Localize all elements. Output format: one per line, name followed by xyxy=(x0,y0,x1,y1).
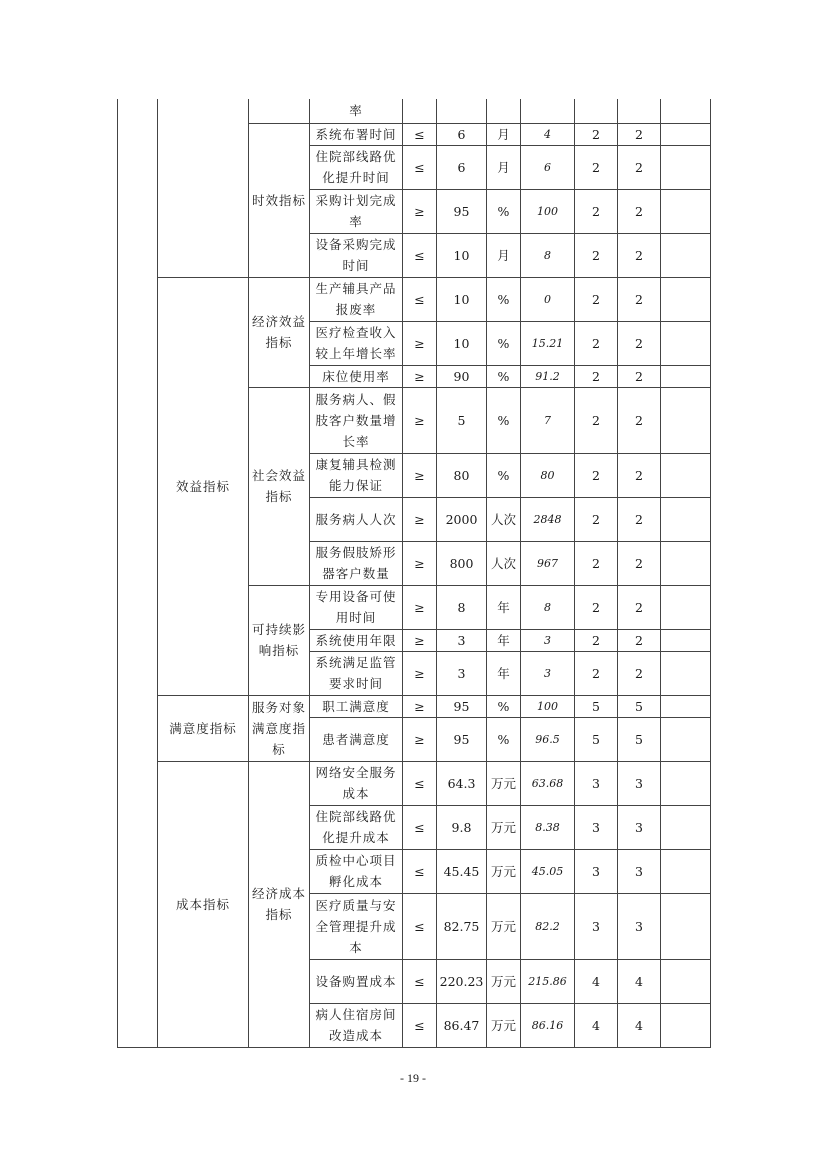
indicator-name: 质检中心项目孵化成本 xyxy=(310,849,403,893)
note-cell xyxy=(661,541,711,585)
weight-score xyxy=(575,99,618,123)
weight-score: 5 xyxy=(575,717,618,761)
weight-score: 2 xyxy=(575,189,618,233)
operator-cell: ≤ xyxy=(403,893,437,959)
actual-value: 100 xyxy=(521,189,575,233)
score-cell: 2 xyxy=(618,145,661,189)
actual-value: 2848 xyxy=(521,497,575,541)
unit-cell xyxy=(487,99,521,123)
weight-score: 3 xyxy=(575,761,618,805)
indicator-name: 住院部线路优化提升时间 xyxy=(310,145,403,189)
score-cell: 3 xyxy=(618,893,661,959)
target-value: 45.45 xyxy=(437,849,487,893)
actual-value: 6 xyxy=(521,145,575,189)
actual-value: 96.5 xyxy=(521,717,575,761)
operator-cell: ≤ xyxy=(403,233,437,277)
note-cell xyxy=(661,695,711,717)
operator-cell: ≥ xyxy=(403,189,437,233)
unit-cell: 万元 xyxy=(487,805,521,849)
target-value: 10 xyxy=(437,321,487,365)
actual-value: 3 xyxy=(521,651,575,695)
group-satisfaction: 满意度指标 xyxy=(158,695,249,761)
actual-value: 82.2 xyxy=(521,893,575,959)
operator-cell: ≥ xyxy=(403,497,437,541)
score-cell: 2 xyxy=(618,321,661,365)
operator-cell: ≤ xyxy=(403,849,437,893)
unit-cell: 年 xyxy=(487,585,521,629)
unit-cell: 年 xyxy=(487,651,521,695)
unit-cell: % xyxy=(487,453,521,497)
operator-cell: ≤ xyxy=(403,1003,437,1047)
weight-score: 3 xyxy=(575,849,618,893)
weight-score: 2 xyxy=(575,123,618,145)
weight-score: 2 xyxy=(575,629,618,651)
group-cost: 成本指标 xyxy=(158,761,249,1047)
target-value: 95 xyxy=(437,717,487,761)
score-cell: 3 xyxy=(618,805,661,849)
target-value: 3 xyxy=(437,651,487,695)
score-cell: 2 xyxy=(618,365,661,387)
note-cell xyxy=(661,233,711,277)
indicator-name: 服务假肢矫形器客户数量 xyxy=(310,541,403,585)
indicator-name: 住院部线路优化提升成本 xyxy=(310,805,403,849)
score-cell: 2 xyxy=(618,541,661,585)
indicator-name: 系统使用年限 xyxy=(310,629,403,651)
score-cell: 5 xyxy=(618,717,661,761)
target-value: 9.8 xyxy=(437,805,487,849)
table-row xyxy=(118,761,711,805)
indicator-name: 系统满足监管要求时间 xyxy=(310,651,403,695)
score-cell: 3 xyxy=(618,849,661,893)
note-cell xyxy=(661,99,711,123)
note-cell xyxy=(661,189,711,233)
actual-value: 4 xyxy=(521,123,575,145)
page-number: - 19 - xyxy=(400,1071,426,1085)
operator-cell: ≤ xyxy=(403,277,437,321)
target-value: 82.75 xyxy=(437,893,487,959)
actual-value: 86.16 xyxy=(521,1003,575,1047)
level2-cell xyxy=(158,99,249,277)
unit-cell: 万元 xyxy=(487,893,521,959)
weight-score: 2 xyxy=(575,453,618,497)
unit-cell: % xyxy=(487,321,521,365)
score-cell: 2 xyxy=(618,189,661,233)
unit-cell: % xyxy=(487,695,521,717)
unit-cell: 万元 xyxy=(487,1003,521,1047)
group-economic-benefit: 经济效益指标 xyxy=(249,277,310,387)
weight-score: 2 xyxy=(575,651,618,695)
weight-score: 2 xyxy=(575,541,618,585)
indicator-name: 生产辅具产品报废率 xyxy=(310,277,403,321)
score-cell: 3 xyxy=(618,761,661,805)
indicator-name: 患者满意度 xyxy=(310,717,403,761)
level1-cell xyxy=(118,99,158,1047)
group-economic-cost: 经济成本指标 xyxy=(249,761,310,1047)
group-social-benefit: 社会效益指标 xyxy=(249,387,310,585)
note-cell xyxy=(661,959,711,1003)
group-service-target: 服务对象满意度指标 xyxy=(249,695,310,761)
actual-value: 967 xyxy=(521,541,575,585)
actual-value: 8.38 xyxy=(521,805,575,849)
weight-score: 2 xyxy=(575,585,618,629)
operator-cell: ≥ xyxy=(403,541,437,585)
actual-value: 80 xyxy=(521,453,575,497)
indicator-name: 采购计划完成率 xyxy=(310,189,403,233)
score-cell xyxy=(618,99,661,123)
unit-cell: % xyxy=(487,365,521,387)
score-cell: 2 xyxy=(618,497,661,541)
target-value: 800 xyxy=(437,541,487,585)
table-row xyxy=(118,99,711,123)
actual-value: 8 xyxy=(521,585,575,629)
target-value: 3 xyxy=(437,629,487,651)
weight-score: 2 xyxy=(575,233,618,277)
note-cell xyxy=(661,629,711,651)
target-value: 6 xyxy=(437,145,487,189)
score-cell: 4 xyxy=(618,1003,661,1047)
actual-value: 100 xyxy=(521,695,575,717)
unit-cell: 年 xyxy=(487,629,521,651)
note-cell xyxy=(661,277,711,321)
indicator-name: 专用设备可使用时间 xyxy=(310,585,403,629)
operator-cell xyxy=(403,99,437,123)
target-value: 5 xyxy=(437,387,487,453)
score-cell: 2 xyxy=(618,651,661,695)
operator-cell: ≥ xyxy=(403,585,437,629)
unit-cell: % xyxy=(487,189,521,233)
target-value: 2000 xyxy=(437,497,487,541)
score-cell: 2 xyxy=(618,123,661,145)
target-value: 10 xyxy=(437,277,487,321)
score-cell: 4 xyxy=(618,959,661,1003)
note-cell xyxy=(661,1003,711,1047)
operator-cell: ≥ xyxy=(403,365,437,387)
score-cell: 2 xyxy=(618,387,661,453)
target-value: 80 xyxy=(437,453,487,497)
group-timeliness: 时效指标 xyxy=(249,123,310,277)
score-cell: 2 xyxy=(618,233,661,277)
note-cell xyxy=(661,497,711,541)
note-cell xyxy=(661,761,711,805)
operator-cell: ≥ xyxy=(403,387,437,453)
actual-value: 63.68 xyxy=(521,761,575,805)
unit-cell: 万元 xyxy=(487,849,521,893)
indicator-name: 医疗质量与安全管理提升成本 xyxy=(310,893,403,959)
table-row xyxy=(118,695,711,717)
note-cell xyxy=(661,717,711,761)
indicator-name: 康复辅具检测能力保证 xyxy=(310,453,403,497)
note-cell xyxy=(661,893,711,959)
target-value: 8 xyxy=(437,585,487,629)
weight-score: 2 xyxy=(575,145,618,189)
unit-cell: 人次 xyxy=(487,497,521,541)
weight-score: 4 xyxy=(575,1003,618,1047)
operator-cell: ≤ xyxy=(403,145,437,189)
actual-value: 45.05 xyxy=(521,849,575,893)
note-cell xyxy=(661,365,711,387)
unit-cell: % xyxy=(487,277,521,321)
indicator-name: 服务病人人次 xyxy=(310,497,403,541)
actual-value: 15.21 xyxy=(521,321,575,365)
unit-cell: % xyxy=(487,717,521,761)
score-cell: 2 xyxy=(618,277,661,321)
actual-value: 91.2 xyxy=(521,365,575,387)
weight-score: 2 xyxy=(575,277,618,321)
actual-value: 7 xyxy=(521,387,575,453)
weight-score: 3 xyxy=(575,893,618,959)
target-value xyxy=(437,99,487,123)
operator-cell: ≥ xyxy=(403,695,437,717)
performance-indicator-table xyxy=(117,99,711,1048)
indicator-name: 网络安全服务成本 xyxy=(310,761,403,805)
note-cell xyxy=(661,651,711,695)
actual-value: 3 xyxy=(521,629,575,651)
actual-value: 0 xyxy=(521,277,575,321)
indicator-name: 床位使用率 xyxy=(310,365,403,387)
operator-cell: ≤ xyxy=(403,959,437,1003)
table-row xyxy=(118,277,711,321)
score-cell: 2 xyxy=(618,453,661,497)
weight-score: 2 xyxy=(575,321,618,365)
operator-cell: ≥ xyxy=(403,651,437,695)
operator-cell: ≥ xyxy=(403,321,437,365)
operator-cell: ≤ xyxy=(403,805,437,849)
actual-value xyxy=(521,99,575,123)
score-cell: 2 xyxy=(618,585,661,629)
unit-cell: 月 xyxy=(487,123,521,145)
indicator-name: 率 xyxy=(310,99,403,123)
operator-cell: ≥ xyxy=(403,453,437,497)
target-value: 86.47 xyxy=(437,1003,487,1047)
group-sustainable: 可持续影响指标 xyxy=(249,585,310,695)
target-value: 6 xyxy=(437,123,487,145)
unit-cell: 万元 xyxy=(487,959,521,1003)
target-value: 95 xyxy=(437,189,487,233)
indicator-name: 服务病人、假肢客户数量增长率 xyxy=(310,387,403,453)
note-cell xyxy=(661,585,711,629)
weight-score: 2 xyxy=(575,497,618,541)
unit-cell: 月 xyxy=(487,145,521,189)
operator-cell: ≤ xyxy=(403,123,437,145)
note-cell xyxy=(661,805,711,849)
unit-cell: 月 xyxy=(487,233,521,277)
unit-cell: 人次 xyxy=(487,541,521,585)
actual-value: 8 xyxy=(521,233,575,277)
target-value: 10 xyxy=(437,233,487,277)
weight-score: 2 xyxy=(575,365,618,387)
operator-cell: ≤ xyxy=(403,761,437,805)
level3-cell xyxy=(249,99,310,123)
target-value: 64.3 xyxy=(437,761,487,805)
score-cell: 5 xyxy=(618,695,661,717)
weight-score: 2 xyxy=(575,387,618,453)
target-value: 95 xyxy=(437,695,487,717)
indicator-name: 职工满意度 xyxy=(310,695,403,717)
target-value: 90 xyxy=(437,365,487,387)
weight-score: 5 xyxy=(575,695,618,717)
operator-cell: ≥ xyxy=(403,717,437,761)
note-cell xyxy=(661,387,711,453)
note-cell xyxy=(661,145,711,189)
unit-cell: 万元 xyxy=(487,761,521,805)
note-cell xyxy=(661,453,711,497)
unit-cell: % xyxy=(487,387,521,453)
note-cell xyxy=(661,321,711,365)
indicator-name: 系统布署时间 xyxy=(310,123,403,145)
weight-score: 4 xyxy=(575,959,618,1003)
indicator-name: 设备采购完成时间 xyxy=(310,233,403,277)
indicator-name: 设备购置成本 xyxy=(310,959,403,1003)
indicator-name: 病人住宿房间改造成本 xyxy=(310,1003,403,1047)
group-benefit: 效益指标 xyxy=(158,277,249,695)
note-cell xyxy=(661,123,711,145)
note-cell xyxy=(661,849,711,893)
actual-value: 215.86 xyxy=(521,959,575,1003)
weight-score: 3 xyxy=(575,805,618,849)
score-cell: 2 xyxy=(618,629,661,651)
indicator-name: 医疗检查收入较上年增长率 xyxy=(310,321,403,365)
target-value: 220.23 xyxy=(437,959,487,1003)
operator-cell: ≥ xyxy=(403,629,437,651)
